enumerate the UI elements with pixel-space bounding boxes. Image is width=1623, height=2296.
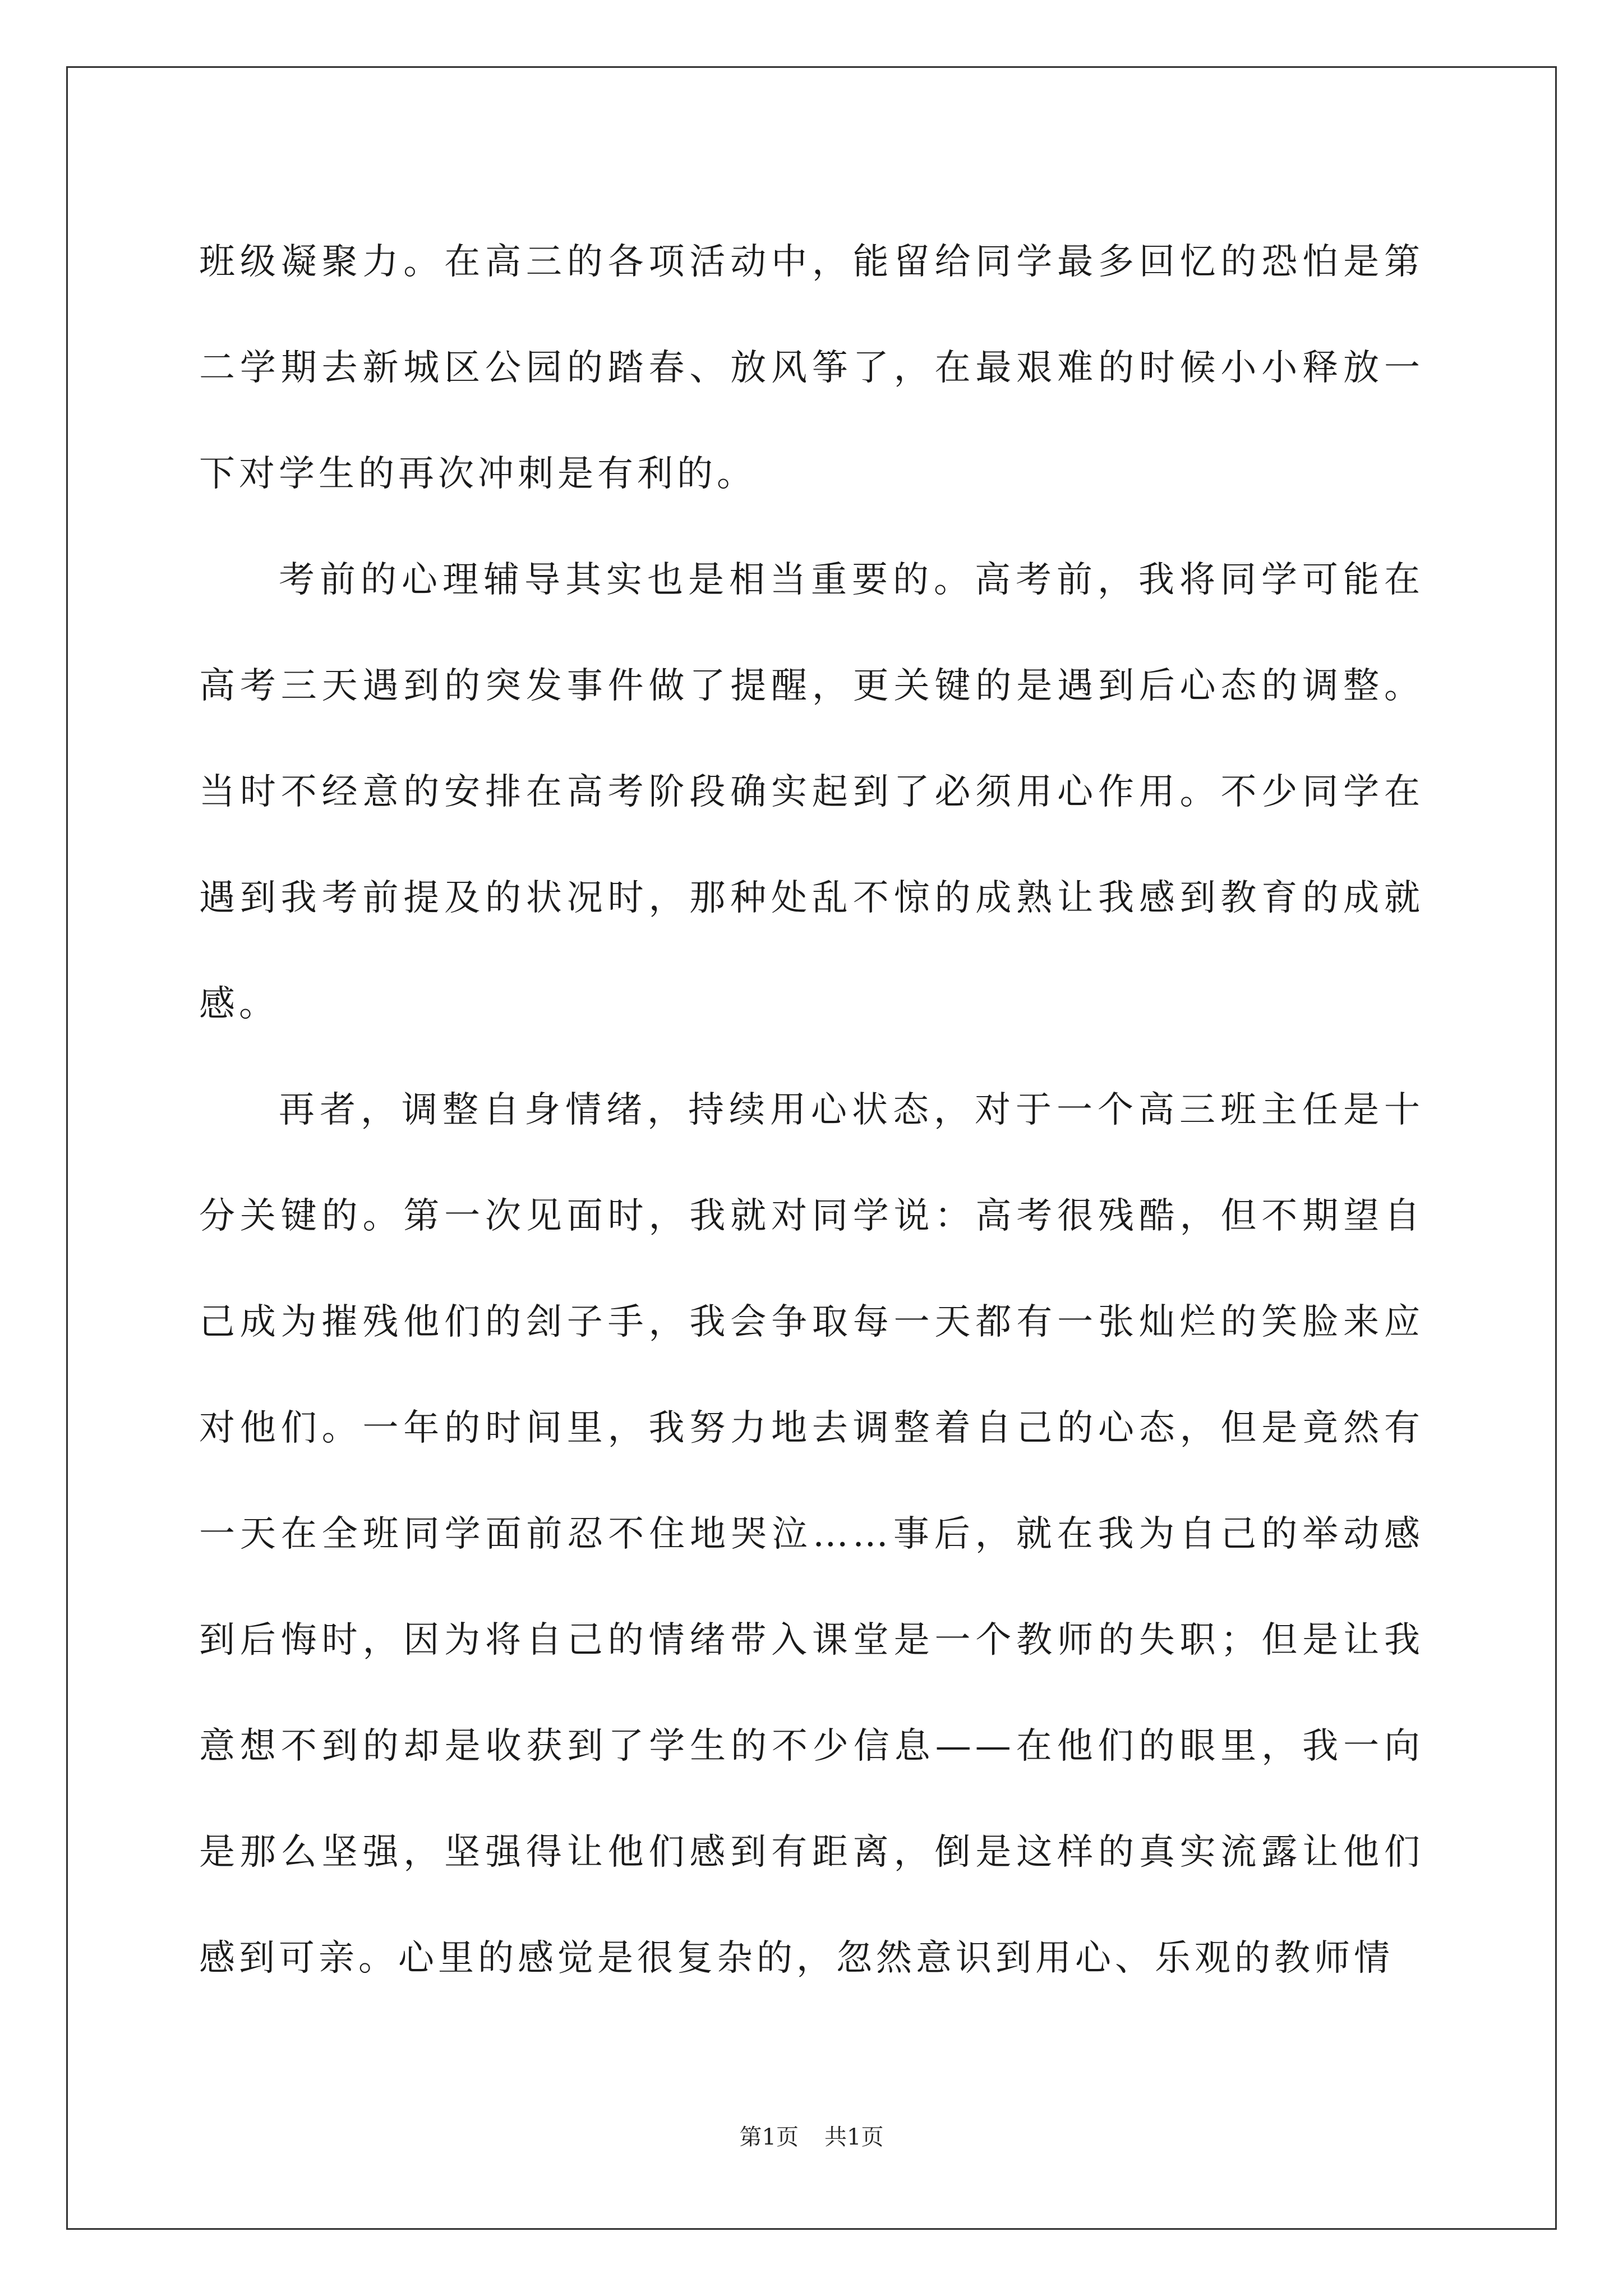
page-total: 共1页 xyxy=(824,2124,884,2150)
paragraph-3: 再者，调整自身情绪，持续用心状态，对于一个高三班主任是十分关键的。第一次见面时，我就对同学说：高考很残酷，但不期望自己成为摧残他们的刽子手，我会争取每一天都有一张灿烂的笑脸来应对他们。一年的时间里，我努力地去调整着自己的心态，但是竟然有一天在全班同学面前忍不住地哭泣……事后，就在我为自己的举动感到后悔时，因为将自己的情绪带入课堂是一个教师的失职；但是让我意想不到的却是收获到了学生的不少信息——在他们的眼里，我一向是那么坚强，坚强得让他们感到有距离，倒是这样的真实流露让他们感到可亲。心里的感觉是很复杂的，忽然意识到用心、乐观的教师情 xyxy=(199,1089,1424,1979)
paragraph-2: 考前的心理辅导其实也是相当重要的。高考前，我将同学可能在高考三天遇到的突发事件做了提醒，更关键的是遇到后心态的调整。当时不经意的安排在高考阶段确实起到了必须用心作用。不少同学在遇到我考前提及的状况时，那种处乱不惊的成熟让我感到教育的成就感。 xyxy=(199,559,1424,1025)
document-body xyxy=(199,209,1424,2012)
paragraph-1: 班级凝聚力。在高三的各项活动中，能留给同学最多回忆的恐怕是第二学期去新城区公园的踏春、放风筝了，在最艰难的时候小小释放一下对学生的再次冲刺是有利的。 xyxy=(199,241,1424,495)
page-footer xyxy=(0,2120,1623,2154)
page-number: 第1页 xyxy=(739,2124,799,2150)
